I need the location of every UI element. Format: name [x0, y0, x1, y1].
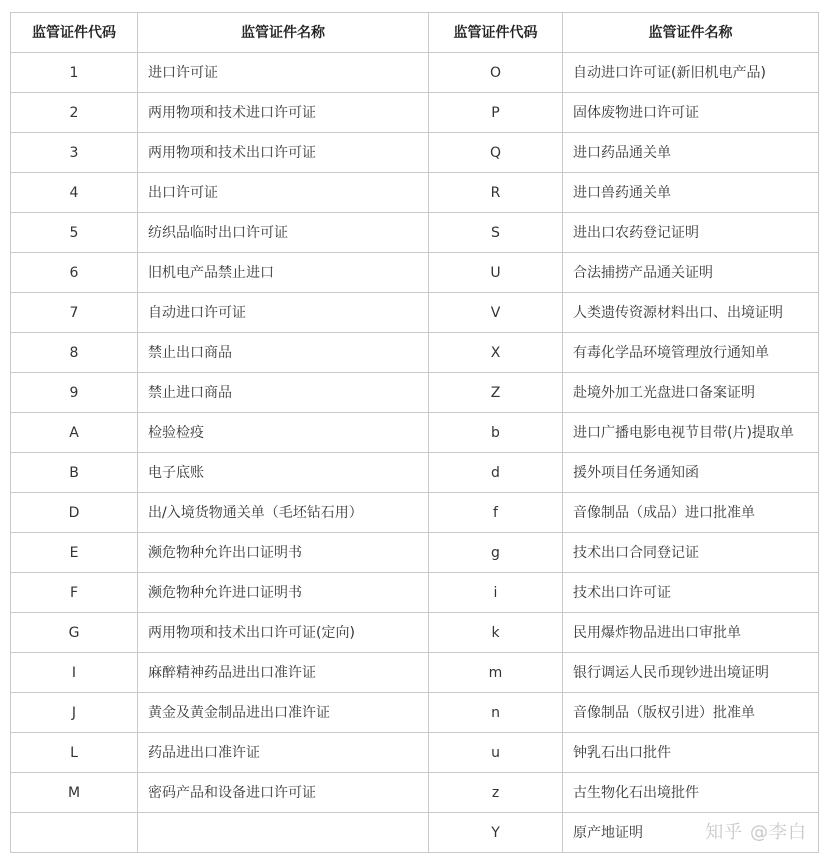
cell-name-left: 电子底账: [138, 453, 429, 493]
cell-code-right: k: [429, 613, 563, 653]
cell-code-right: R: [429, 173, 563, 213]
cell-name-left: 两用物项和技术出口许可证(定向): [138, 613, 429, 653]
table-row: [11, 693, 819, 733]
cell-name-left: 濒危物种允许进口证明书: [138, 573, 429, 613]
table-header-row: [11, 13, 819, 53]
header-code-left: 监管证件代码: [11, 13, 138, 53]
cell-code-right: Y: [429, 813, 563, 853]
cell-name-left: 密码产品和设备进口许可证: [138, 773, 429, 813]
header-code-right: 监管证件代码: [429, 13, 563, 53]
table-row: [11, 333, 819, 373]
cell-code-left: M: [11, 773, 138, 813]
cell-name-left: 检验检疫: [138, 413, 429, 453]
table-row: [11, 133, 819, 173]
cell-name-right: 古生物化石出境批件: [563, 773, 819, 813]
table-row: [11, 573, 819, 613]
cell-name-right: 进口兽药通关单: [563, 173, 819, 213]
table-row: [11, 253, 819, 293]
regulatory-document-code-table: [10, 12, 819, 853]
header-name-left: 监管证件名称: [138, 13, 429, 53]
cell-name-right: 音像制品（成品）进口批准单: [563, 493, 819, 533]
cell-code-right: S: [429, 213, 563, 253]
cell-code-left: 5: [11, 213, 138, 253]
cell-name-left: 黄金及黄金制品进出口准许证: [138, 693, 429, 733]
header-name-right: 监管证件名称: [563, 13, 819, 53]
cell-code-right: u: [429, 733, 563, 773]
table-row: [11, 373, 819, 413]
cell-code-left: A: [11, 413, 138, 453]
cell-code-left: I: [11, 653, 138, 693]
cell-code-right: O: [429, 53, 563, 93]
cell-name-right: 合法捕捞产品通关证明: [563, 253, 819, 293]
cell-name-right: 技术出口许可证: [563, 573, 819, 613]
cell-code-right: X: [429, 333, 563, 373]
cell-code-left: B: [11, 453, 138, 493]
cell-code-left: J: [11, 693, 138, 733]
cell-name-left: 濒危物种允许出口证明书: [138, 533, 429, 573]
table-row: [11, 533, 819, 573]
zhihu-watermark: 知乎 @李白: [705, 822, 807, 843]
cell-code-left: L: [11, 733, 138, 773]
cell-name-right: 固体废物进口许可证: [563, 93, 819, 133]
cell-name-right: 自动进口许可证(新旧机电产品): [563, 53, 819, 93]
cell-code-left: 9: [11, 373, 138, 413]
cell-code-right: f: [429, 493, 563, 533]
table-row: [11, 773, 819, 813]
cell-name-left: 两用物项和技术出口许可证: [138, 133, 429, 173]
cell-name-right: 民用爆炸物品进出口审批单: [563, 613, 819, 653]
cell-name-right: 进出口农药登记证明: [563, 213, 819, 253]
cell-code-right: g: [429, 533, 563, 573]
cell-name-left: 旧机电产品禁止进口: [138, 253, 429, 293]
table-body: [11, 53, 819, 853]
table-row: [11, 613, 819, 653]
cell-code-left: 7: [11, 293, 138, 333]
cell-name-left: 自动进口许可证: [138, 293, 429, 333]
cell-code-left: E: [11, 533, 138, 573]
cell-code-right: V: [429, 293, 563, 333]
cell-code-left: G: [11, 613, 138, 653]
cell-code-right: d: [429, 453, 563, 493]
cell-name-left: 出口许可证: [138, 173, 429, 213]
cell-name-right: 原产地证明: [563, 813, 819, 853]
cell-code-right: Z: [429, 373, 563, 413]
cell-name-left: 禁止出口商品: [138, 333, 429, 373]
table-row: [11, 493, 819, 533]
cell-name-left: 进口许可证: [138, 53, 429, 93]
cell-code-right: U: [429, 253, 563, 293]
cell-code-left: [11, 813, 138, 853]
cell-code-right: i: [429, 573, 563, 613]
cell-name-left: 药品进出口准许证: [138, 733, 429, 773]
table-row: [11, 453, 819, 493]
cell-name-left: 纺织品临时出口许可证: [138, 213, 429, 253]
cell-code-left: 2: [11, 93, 138, 133]
cell-name-right: 进口药品通关单: [563, 133, 819, 173]
cell-code-right: z: [429, 773, 563, 813]
cell-code-left: F: [11, 573, 138, 613]
cell-code-right: b: [429, 413, 563, 453]
cell-code-left: 4: [11, 173, 138, 213]
cell-code-left: D: [11, 493, 138, 533]
cell-name-right: 钟乳石出口批件: [563, 733, 819, 773]
table-row: [11, 173, 819, 213]
cell-code-left: 1: [11, 53, 138, 93]
cell-code-left: 8: [11, 333, 138, 373]
cell-code-right: m: [429, 653, 563, 693]
cell-name-left: 麻醉精神药品进出口准许证: [138, 653, 429, 693]
table-row: [11, 813, 819, 853]
cell-code-right: P: [429, 93, 563, 133]
table-row: [11, 213, 819, 253]
cell-name-left: [138, 813, 429, 853]
table-row: [11, 53, 819, 93]
cell-name-left: 两用物项和技术进口许可证: [138, 93, 429, 133]
cell-code-left: 3: [11, 133, 138, 173]
cell-name-right: 进口广播电影电视节目带(片)提取单: [563, 413, 819, 453]
cell-name-right: 银行调运人民币现钞进出境证明: [563, 653, 819, 693]
cell-name-right: 有毒化学品环境管理放行通知单: [563, 333, 819, 373]
cell-name-right: 音像制品（版权引进）批准单: [563, 693, 819, 733]
cell-code-right: n: [429, 693, 563, 733]
table-row: [11, 293, 819, 333]
cell-name-right: 技术出口合同登记证: [563, 533, 819, 573]
table-row: [11, 653, 819, 693]
cell-code-right: Q: [429, 133, 563, 173]
cell-name-left: 禁止进口商品: [138, 373, 429, 413]
table-row: [11, 93, 819, 133]
table-row: [11, 413, 819, 453]
cell-name-right: 人类遗传资源材料出口、出境证明: [563, 293, 819, 333]
cell-name-right: 援外项目任务通知函: [563, 453, 819, 493]
table-row: [11, 733, 819, 773]
cell-name-right: 赴境外加工光盘进口备案证明: [563, 373, 819, 413]
cell-name-left: 出/入境货物通关单（毛坯钻石用）: [138, 493, 429, 533]
cell-code-left: 6: [11, 253, 138, 293]
